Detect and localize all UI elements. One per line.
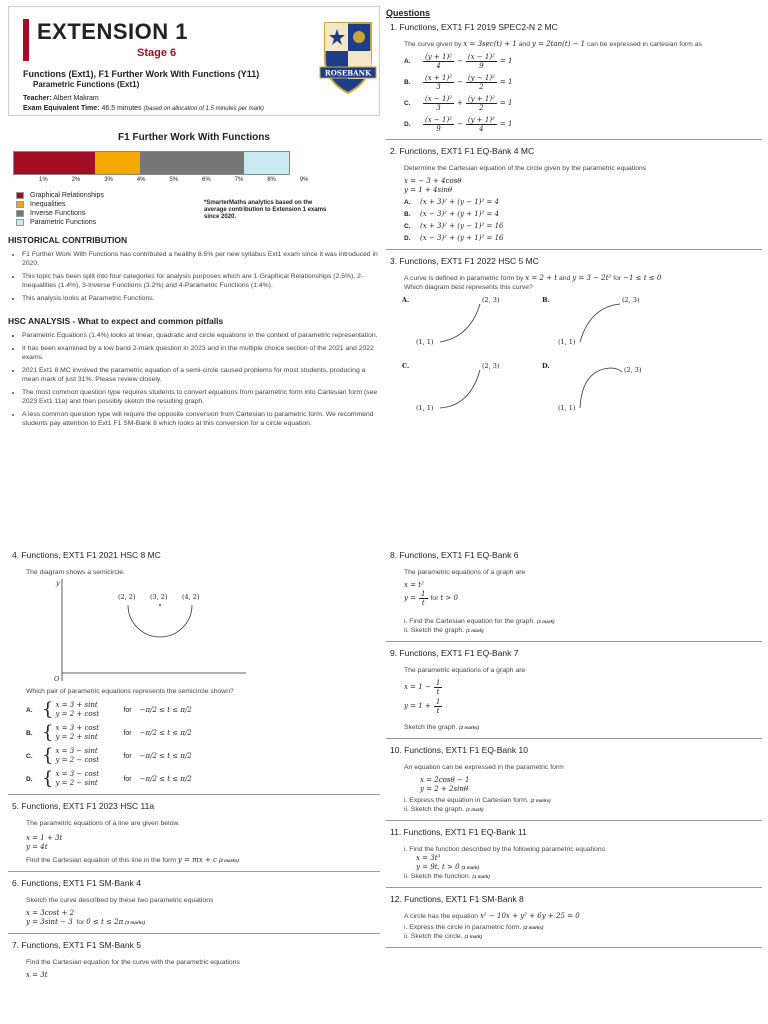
list-item: • 2021 Ext1 8 MC involved the parametric equation of a semi-circle caused problems for most students, producing a mean mark of just 31%. Please review closely. bbox=[22, 367, 380, 384]
question-heading: 3. Functions, EXT1 F1 2022 HSC 5 MC bbox=[390, 256, 539, 266]
svg-text:y: y bbox=[56, 579, 60, 587]
answer-options bbox=[404, 198, 762, 243]
svg-text:(2, 3): (2, 3) bbox=[482, 296, 500, 304]
answer-option[interactable]: D. (x − 3)² + (y + 1)² = 16 bbox=[404, 234, 504, 242]
historical-title: HISTORICAL CONTRIBUTION bbox=[8, 235, 128, 245]
list-item: • This analysis looks at Parametric Functions. bbox=[22, 295, 380, 304]
svg-text:ROSEBANK: ROSEBANK bbox=[324, 68, 372, 78]
svg-text:(2, 3): (2, 3) bbox=[624, 366, 642, 374]
answer-options bbox=[404, 53, 762, 133]
answer-options bbox=[26, 701, 380, 788]
question-2: 2. Functions, EXT1 F1 EQ-Bank 4 MC Determine the Cartesian equation of the circle given by the parametric equations x = − 3 + 4cosθ y = 1 + 4sinθ A. (x + 3)² + (y − 1)² = 4 B. (x − 3)² + (y + 1)² = 4 C. (x + 3)² + (y − 1)² = 16 D. (x − 3)² + (y + 1)² = 16 bbox=[386, 146, 762, 250]
svg-text:(2, 3): (2, 3) bbox=[482, 362, 500, 370]
answer-option[interactable]: A. { x = 3 + sint y = 2 + cost for −π/2 ≤ t ≤ π/2 bbox=[26, 699, 192, 720]
question-heading: 8. Functions, EXT1 F1 EQ-Bank 6 bbox=[390, 550, 519, 560]
hsc-analysis-title: HSC ANALYSIS - What to expect and common pitfalls bbox=[8, 315, 224, 326]
curve-diagrams bbox=[400, 292, 762, 422]
diagram-c-label: C. bbox=[402, 362, 410, 370]
tick-label: 1% bbox=[39, 177, 48, 183]
tick-label: 4% bbox=[136, 177, 146, 183]
question-heading: 7. Functions, EXT1 F1 SM-Bank 5 bbox=[12, 940, 141, 950]
answer-option[interactable]: C. (x + 3)² + (y − 1)² = 16 bbox=[404, 222, 504, 230]
header-accent-bar bbox=[23, 19, 29, 61]
tick-label: 8% bbox=[267, 177, 276, 183]
question-heading: 2. Functions, EXT1 F1 EQ-Bank 4 MC bbox=[390, 146, 535, 156]
legend-label: Parametric Functions bbox=[30, 219, 97, 226]
diagram-b-label: B. bbox=[542, 296, 550, 304]
question-6: 6. Functions, EXT1 F1 SM-Bank 4 Sketch the curve described by these two parametric equations x = 3cost + 2 y = 3sint − 3 for 0 ≤ t ≤ 2π (3 marks) bbox=[8, 878, 380, 934]
diagram-a-label: A. bbox=[402, 296, 410, 304]
diagram-d-label: D. bbox=[542, 362, 550, 370]
question-heading: 1. Functions, EXT1 F1 2019 SPEC2-N 2 MC bbox=[390, 22, 558, 32]
school-crest-icon bbox=[317, 19, 379, 97]
svg-text:(4, 2): (4, 2) bbox=[182, 593, 200, 601]
semicircle-curve bbox=[128, 605, 192, 637]
semicircle-diagram bbox=[26, 577, 380, 687]
questions-column-right bbox=[386, 546, 762, 954]
question-heading: 6. Functions, EXT1 F1 SM-Bank 4 bbox=[12, 878, 141, 888]
question-heading: 9. Functions, EXT1 F1 EQ-Bank 7 bbox=[390, 648, 519, 658]
curve-options-graphic bbox=[400, 292, 690, 422]
list-item: • This topic has been split into four categories for analysis purposes which are 1-Graphical Relationships (2.5%), 2-Inequalities (1.4%), 3-Inverse Functions (3.2%) and 4-Parametric Functions (1.4%). bbox=[22, 273, 380, 290]
teacher-line: Teacher: Albert Makram bbox=[23, 95, 99, 102]
bar-ticks bbox=[13, 175, 313, 185]
question-4: 4. Functions, EXT1 F1 2021 HSC 8 MC The diagram shows a semicircle. y O (2, 2) (3, 2) (4, 2) Which pair of parametric equations represents the semicircle shown? A. { x = 3 + sint y = 2 + cost for −π/2 ≤ t ≤ π/2 B. { x = 3 + cost y = 2 + sint for −π/2 ≤ t ≤ π/2 C. { x = 3 − sint y = 2 − cost for −π/2 ≤ t ≤ π/2 D. { x = 3 − cost y = 2 − sint for −π/2 ≤ t ≤ π/2 bbox=[8, 550, 380, 795]
subtopic-title: Parametric Functions (Ext1) bbox=[33, 80, 140, 89]
curve-b bbox=[580, 304, 620, 342]
bar-segment bbox=[244, 152, 289, 174]
answer-option[interactable]: A. $\frac{\text{(y + 1)²}}{4}$ − $\frac{\text{(x − 1)²}}{9}$ = 1 bbox=[404, 53, 513, 70]
legend-label: Inequalities bbox=[30, 201, 66, 208]
hsc-list bbox=[22, 332, 380, 429]
question-10: 10. Functions, EXT1 F1 EQ-Bank 10 An equation can be expressed in the parametric form x = 2cosθ − 1 y = 2 + 2sinθ i. Express the equation in Cartesian form. (2 marks) ii. Sketch the graph. (1 mark) bbox=[386, 745, 762, 821]
question-5: 5. Functions, EXT1 F1 2023 HSC 11a The parametric equations of a line are given below. x = 1 + 3t y = 4t Find the Cartesian equation of this line in the form y = mx + c (2 marks) bbox=[8, 801, 380, 872]
historical-list bbox=[22, 251, 380, 304]
legend-swatch bbox=[16, 219, 24, 226]
question-3: 3. Functions, EXT1 F1 2022 HSC 5 MC A curve is defined in parametric form by x = 2 + t and y = 3 − 2t² for −1 ≤ t ≤ 0 Which diagram best represents this curve? A. (2, 3) (1, 1) B. (2, 3) (1, 1) C. (2, 3) (1, 1) D. (2, 3) (1, 1) bbox=[386, 256, 762, 428]
svg-text:(1, 1): (1, 1) bbox=[416, 404, 434, 412]
question-1: 1. Functions, EXT1 F1 2019 SPEC2-N 2 MC The curve given by x = 3sec(t) + 1 and y = 2tan(t) − 1 can be expressed in cartesian form as A. $\frac{\text{(y + 1)²}}{4}$ − $\frac{\text{(x − 1)²}}{9}$ = 1 B. $\frac{\text{(x + 1)²}}{3}$ − $\frac{\text{(y − 1)²}}{2}$ = 1 C. $\frac{\text{(x − 1)²}}{3}$ + $\frac{\text{(y + 1)²}}{2}$ = 1 D. $\frac{\text{(x − 1)²}}{9}$ − $\frac{\text{(y + 1)²}}{4}$ = 1 bbox=[386, 22, 762, 140]
question-8: 8. Functions, EXT1 F1 EQ-Bank 6 The parametric equations of a graph are x = t² y = $\frac{1}{t}$ for t > 0 i. Find the Cartesian equation for the graph. (1 mark) ii. Sketch the graph. (1 mark) bbox=[386, 550, 762, 642]
curve-d bbox=[580, 368, 622, 408]
answer-option[interactable]: B. { x = 3 + cost y = 2 + sint for −π/2 ≤ t ≤ π/2 bbox=[26, 722, 192, 743]
question-heading: 11. Functions, EXT1 F1 EQ-Bank 11 bbox=[390, 827, 527, 837]
question-12: 12. Functions, EXT1 F1 SM-Bank 8 A circle has the equation x² − 10x + y² + 6y + 25 = 0 i. Express the circle in parametric form. (2 marks) ii. Sketch the circle. (1 mark) bbox=[386, 894, 762, 948]
legend-item bbox=[16, 191, 380, 200]
legend-swatch bbox=[16, 192, 24, 199]
contribution-stacked-bar bbox=[13, 151, 290, 175]
legend-label: Graphical Relationships bbox=[30, 192, 104, 199]
exam-time-line: Exam Equivalent Time: 46.5 minutes (based on allocation of 1.5 minutes per mark) bbox=[23, 105, 264, 112]
bar-segment bbox=[14, 152, 95, 174]
questions-column bbox=[386, 6, 762, 434]
answer-option[interactable]: D. { x = 3 − cost y = 2 − sint for −π/2 ≤ t ≤ π/2 bbox=[26, 768, 192, 789]
tick-label: 9% bbox=[299, 177, 309, 183]
semicircle-graphic bbox=[26, 577, 246, 687]
tick-label: 5% bbox=[169, 177, 179, 183]
legend-swatch bbox=[16, 210, 24, 217]
list-item: • It has been examined by a low band 2-mark question in 2023 and in the multiple choice section of the 2021 and 2022 exams. bbox=[22, 345, 380, 362]
tick-label: 3% bbox=[104, 177, 113, 183]
tick-label: 6% bbox=[202, 177, 211, 183]
tick-label: 7% bbox=[234, 177, 244, 183]
curve-c bbox=[440, 370, 480, 408]
list-item: • A less common question type will require the opposite conversion from Cartesian to parametric form. We recommend students pay attention to Ext1 F1 SM-Bank 8 which looks at this conversion for a circle equation. bbox=[22, 411, 380, 428]
curve-a bbox=[440, 304, 480, 342]
svg-text:(2, 2): (2, 2) bbox=[118, 593, 136, 601]
topic-title: Functions (Ext1), F1 Further Work With Functions (Y11) bbox=[23, 69, 260, 79]
legend-swatch bbox=[16, 201, 24, 208]
answer-option[interactable]: A. (x + 3)² + (y − 1)² = 4 bbox=[404, 198, 500, 206]
question-heading: 12. Functions, EXT1 F1 SM-Bank 8 bbox=[390, 894, 524, 904]
bar-segment bbox=[140, 152, 244, 174]
question-heading: 4. Functions, EXT1 F1 2021 HSC 8 MC bbox=[12, 550, 161, 560]
answer-option[interactable]: C. $\frac{\text{(x − 1)²}}{3}$ + $\frac{\text{(y + 1)²}}{2}$ = 1 bbox=[404, 95, 513, 112]
svg-text:O: O bbox=[54, 675, 60, 683]
questions-title: Questions bbox=[386, 8, 431, 18]
svg-text:(1, 1): (1, 1) bbox=[558, 404, 576, 412]
list-item: • Parametric Equations (1.4%) looks at linear, quadratic and circle equations in the context of parametric representation. bbox=[22, 332, 380, 341]
svg-text:(2, 3): (2, 3) bbox=[622, 296, 640, 304]
question-heading: 5. Functions, EXT1 F1 2023 HSC 11a bbox=[12, 801, 155, 811]
bar-segment bbox=[95, 152, 140, 174]
svg-text:(1, 1): (1, 1) bbox=[558, 338, 576, 346]
answer-option[interactable]: B. (x − 3)² + (y + 1)² = 4 bbox=[404, 210, 500, 218]
analytics-note: *SmarterMaths analytics based on the average contribution to Extension 1 exams since 2020. bbox=[204, 200, 327, 220]
question-7: 7. Functions, EXT1 F1 SM-Bank 5 Find the Cartesian equation for the curve with the parametric equations x = 3t bbox=[8, 940, 380, 986]
answer-option[interactable]: C. { x = 3 − sint y = 2 − cost for −π/2 ≤ t ≤ π/2 bbox=[26, 745, 192, 766]
answer-option[interactable]: B. $\frac{\text{(x + 1)²}}{3}$ − $\frac{\text{(y − 1)²}}{2}$ = 1 bbox=[404, 74, 513, 91]
tick-label: 2% bbox=[71, 177, 81, 183]
overview-column bbox=[8, 6, 380, 433]
answer-option[interactable]: D. $\frac{\text{(x − 1)²}}{9}$ − $\frac{\text{(y + 1)²}}{4}$ = 1 bbox=[404, 116, 513, 133]
question-9: 9. Functions, EXT1 F1 EQ-Bank 7 The parametric equations of a graph are x = 1 − $\frac{1}{t}$ y = 1 + $\frac{1}{t}$ Sketch the graph. (2 marks) bbox=[386, 648, 762, 739]
page-title: EXTENSION 1 bbox=[37, 19, 188, 44]
svg-text:(1, 1): (1, 1) bbox=[416, 338, 434, 346]
question-11: 11. Functions, EXT1 F1 EQ-Bank 11 i. Find the function described by the following parametric equations x = 3t³ y = 9t, t > 0 (1 mark) ii. Sketch the function. (1 mark) bbox=[386, 827, 762, 888]
question-heading: 10. Functions, EXT1 F1 EQ-Bank 10 bbox=[390, 745, 528, 755]
svg-text:(3, 2): (3, 2) bbox=[150, 593, 168, 601]
analysis-title: F1 Further Work With Functions bbox=[118, 132, 270, 143]
header-box bbox=[8, 6, 380, 116]
stage-label: Stage 6 bbox=[137, 47, 177, 59]
legend-label: Inverse Functions bbox=[30, 210, 86, 217]
list-item: • F1 Further Work With Functions has contributed a healthy 8.5% per new syllabus Ext1 exam since it was introduced in 2020. bbox=[22, 251, 380, 268]
questions-column-left bbox=[8, 546, 380, 992]
list-item: • The most common question type requires students to convert equations from parametric form into Cartesian form (see 2023 Ext1 11a) and then possibly sketch the resulting graph. bbox=[22, 389, 380, 406]
